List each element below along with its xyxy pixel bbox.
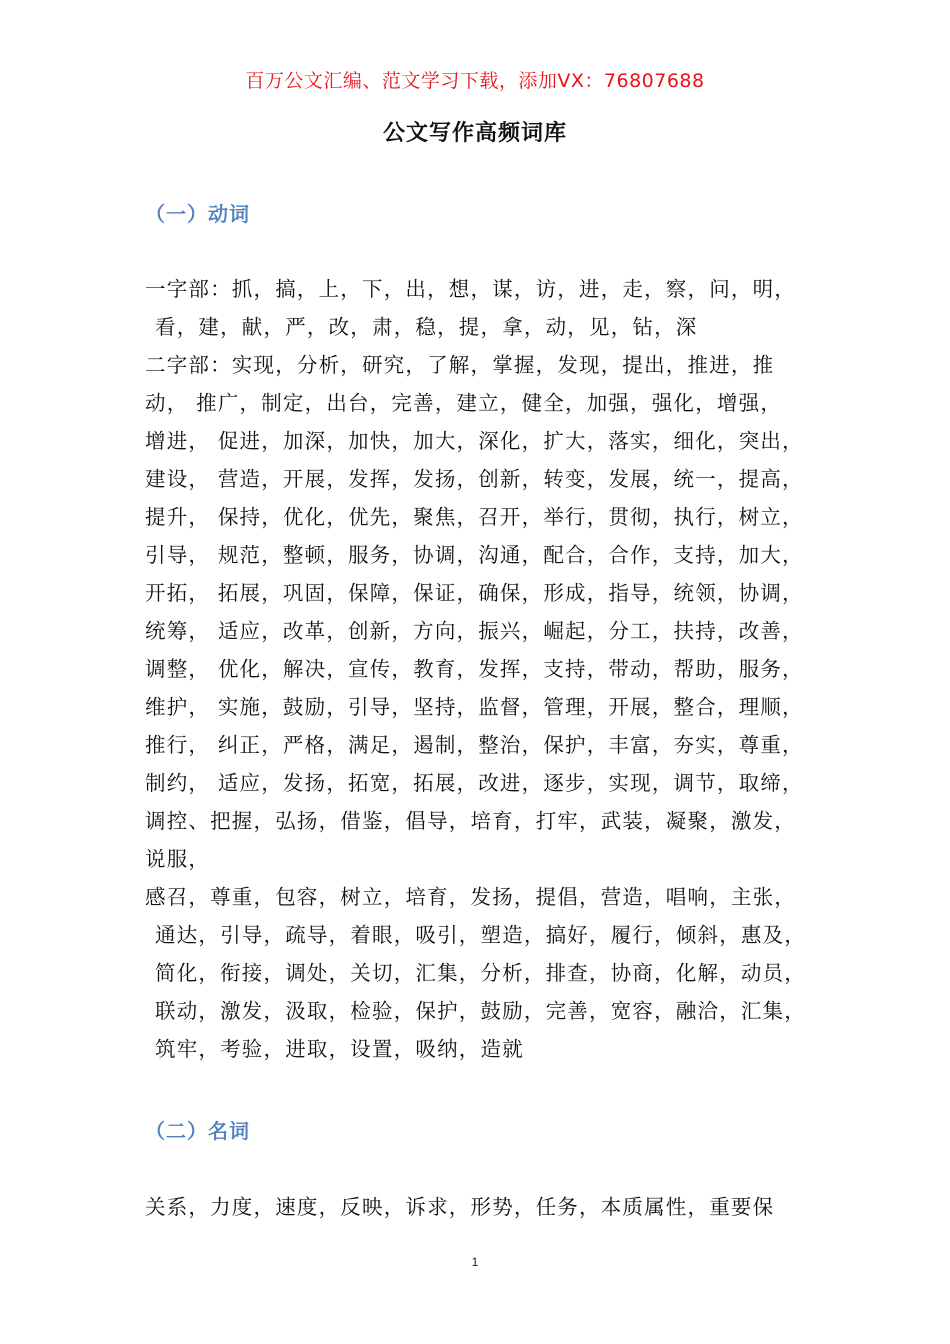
text-line: 感召，尊重，包容，树立，培育，发扬，提倡，营造，唱响，主张， (145, 885, 796, 909)
text-line: 提升， 保持，优化，优先，聚焦，召开，举行，贯彻，执行，树立， (145, 505, 804, 529)
text-line: 简化，衔接，调处，关切，汇集，分析，排查，协商，化解，动员， (155, 961, 806, 985)
text-line: 筑牢，考验，进取，设置，吸纳，造就 (155, 1037, 524, 1061)
text-line: 增进， 促进，加深，加快，加大，深化，扩大，落实，细化，突出， (145, 429, 804, 453)
text-line: 统筹， 适应，改革，创新，方向，振兴，崛起，分工，扶持，改善， (145, 619, 804, 643)
page-number: 1 (471, 1255, 479, 1269)
text-line: 动， 推广，制定，出台，完善，建立，健全，加强，强化，增强， (145, 391, 783, 415)
text-line: 一字部：抓，搞，上，下，出，想，谋，访，进，走，察，问，明， (145, 277, 796, 301)
text-line: 开拓， 拓展，巩固，保障，保证，确保，形成，指导，统领，协调， (145, 581, 804, 605)
text-line: 关系，力度，速度，反映，诉求，形势，任务，本质属性，重要保 (145, 1195, 775, 1219)
text-line: 看，建，献，严，改，肃，稳，提，拿，动，见，钻，深 (155, 315, 698, 339)
text-line: 说服， (145, 847, 211, 871)
text-line: 引导， 规范，整顿，服务，协调，沟通，配合，合作，支持，加大， (145, 543, 804, 567)
text-line: 二字部：实现，分析，研究，了解，掌握，发现，提出，推进，推 (145, 353, 775, 377)
text-line: 制约， 适应，发扬，拓宽，拓展，改进，逐步，实现，调节，取缔， (145, 771, 804, 795)
section-heading-verbs: （一）动词 (145, 202, 250, 226)
text-line: 通达，引导，疏导，着眼，吸引，塑造，搞好，履行，倾斜，惠及， (155, 923, 806, 947)
text-line: 推行， 纠正，严格，满足，遏制，整治，保护，丰富，夯实，尊重， (145, 733, 804, 757)
text-line: 建设， 营造，开展，发挥，发扬，创新，转变，发展，统一，提高， (145, 467, 804, 491)
text-line: 调控、把握，弘扬，借鉴，倡导，培育，打牢，武装，凝聚，激发， (145, 809, 796, 833)
download-banner: 百万公文汇编、范文学习下载，添加VX：76807688 (245, 70, 705, 92)
verb-word-list (145, 270, 825, 1068)
noun-word-list (145, 1188, 825, 1226)
text-line: 维护， 实施，鼓励，引导，坚持，监督，管理，开展，整合，理顺， (145, 695, 804, 719)
text-line: 调整， 优化，解决，宣传，教育，发挥，支持，带动，帮助，服务， (145, 657, 804, 681)
section-heading-nouns: （二）名词 (145, 1119, 250, 1143)
document-title: 公文写作高频词库 (382, 121, 567, 146)
text-line: 联动，激发，汲取，检验，保护，鼓励，完善，宽容，融洽，汇集， (155, 999, 806, 1023)
